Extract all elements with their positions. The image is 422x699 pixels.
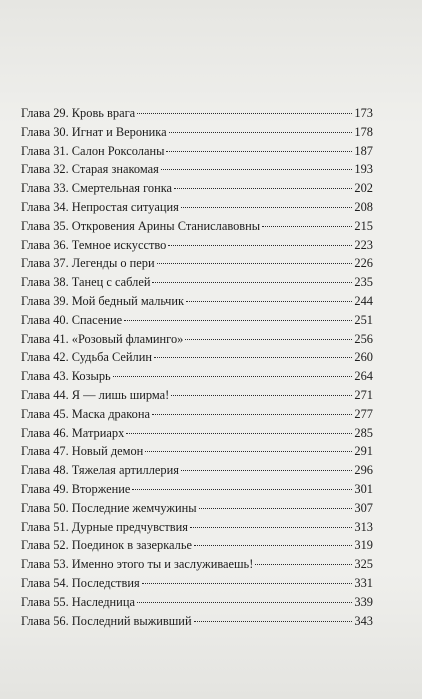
dot-leader	[137, 113, 352, 114]
toc-entry	[21, 424, 373, 443]
toc-entry	[21, 160, 373, 179]
page-number: 251	[354, 312, 373, 327]
toc-entry	[21, 555, 373, 574]
dot-leader	[157, 263, 353, 264]
chapter-title: Глава 32. Старая знакомая	[21, 162, 159, 177]
chapter-title: Глава 42. Судьба Сейлин	[21, 350, 153, 365]
chapter-title: Глава 29. Кровь врага	[21, 106, 136, 120]
dot-leader	[174, 188, 352, 189]
dot-leader	[194, 621, 353, 622]
page-number: 301	[354, 481, 373, 496]
page-number: 256	[354, 331, 373, 346]
toc-entry	[21, 612, 373, 631]
toc-entry	[21, 593, 373, 612]
chapter-title: Глава 53. Именно этого ты и заслуживаешь!	[21, 557, 254, 572]
dot-leader	[145, 451, 352, 452]
toc-entry	[21, 518, 373, 537]
dot-leader	[199, 508, 353, 509]
page-number: 291	[354, 444, 373, 459]
toc-entry	[21, 461, 373, 480]
chapter-title: Глава 49. Вторжение	[21, 481, 131, 496]
dot-leader	[126, 433, 352, 434]
toc-entry	[21, 442, 373, 461]
dot-leader	[190, 527, 352, 528]
toc-entry	[21, 254, 373, 273]
dot-leader	[152, 414, 352, 415]
chapter-title: Глава 45. Маска дракона	[21, 406, 150, 421]
toc-entry	[21, 311, 373, 330]
toc-entry	[21, 292, 373, 311]
chapter-title: Глава 44. Я — лишь ширма!	[21, 387, 170, 402]
chapter-title: Глава 33. Смертельная гонка	[21, 181, 173, 196]
dot-leader	[113, 376, 353, 377]
chapter-title: Глава 43. Козырь	[21, 369, 111, 384]
page-number: 187	[354, 143, 373, 158]
page-number: 319	[354, 538, 373, 553]
toc-entry	[21, 236, 373, 255]
dot-leader	[171, 395, 352, 396]
toc-entry	[21, 499, 373, 518]
page-number: 202	[354, 181, 373, 196]
page-number: 285	[354, 425, 373, 440]
dot-leader	[142, 583, 353, 584]
dot-leader	[161, 169, 353, 170]
page-number: 244	[354, 293, 373, 308]
page-number: 339	[354, 594, 373, 609]
dot-leader	[262, 226, 352, 227]
page-number: 226	[354, 256, 373, 271]
dot-leader	[255, 564, 352, 565]
chapter-title: Глава 38. Танец с саблей	[21, 275, 151, 290]
chapter-title: Глава 52. Поединок в зазеркалье	[21, 538, 192, 553]
page-number: 173	[354, 106, 373, 120]
page-number: 343	[354, 613, 373, 628]
dot-leader	[152, 282, 352, 283]
page-number: 313	[354, 519, 373, 534]
toc-entry	[21, 386, 373, 405]
toc-entry	[21, 273, 373, 292]
dot-leader	[137, 602, 352, 603]
page-number: 296	[354, 463, 373, 478]
chapter-title: Глава 40. Спасение	[21, 312, 123, 327]
dot-leader	[181, 470, 352, 471]
toc-entry	[21, 142, 373, 161]
table-of-contents	[21, 104, 373, 630]
page-number: 193	[354, 162, 373, 177]
page-number: 178	[354, 124, 373, 139]
dot-leader	[124, 320, 352, 321]
dot-leader	[185, 339, 352, 340]
dot-leader	[186, 301, 352, 302]
page-number: 235	[354, 275, 373, 290]
bleed-through-shadow	[110, 56, 310, 96]
dot-leader	[168, 245, 352, 246]
toc-entry	[21, 367, 373, 386]
toc-entry	[21, 217, 373, 236]
toc-entry	[21, 574, 373, 593]
chapter-title: Глава 31. Салон Роксоланы	[21, 143, 165, 158]
toc-entry	[21, 179, 373, 198]
page-number: 260	[354, 350, 373, 365]
chapter-title: Глава 30. Игнат и Вероника	[21, 124, 167, 139]
dot-leader	[181, 207, 353, 208]
chapter-title: Глава 51. Дурные предчувствия	[21, 519, 188, 534]
dot-leader	[166, 151, 352, 152]
chapter-title: Глава 34. Непростая ситуация	[21, 199, 179, 214]
toc-entry	[21, 480, 373, 499]
chapter-title: Глава 50. Последние жемчужины	[21, 500, 197, 515]
page-number: 271	[354, 387, 373, 402]
chapter-title: Глава 37. Легенды о пери	[21, 256, 155, 271]
page-number: 331	[354, 575, 373, 590]
chapter-title: Глава 39. Мой бедный мальчик	[21, 293, 185, 308]
toc-entry	[21, 348, 373, 367]
chapter-title: Глава 56. Последний выживший	[21, 613, 192, 628]
toc-entry	[21, 104, 373, 123]
page-number: 307	[354, 500, 373, 515]
dot-leader	[169, 132, 353, 133]
page-number: 277	[354, 406, 373, 421]
page-number: 223	[354, 237, 373, 252]
dot-leader	[194, 545, 352, 546]
toc-entry	[21, 330, 373, 349]
page-number: 264	[354, 369, 373, 384]
dot-leader	[132, 489, 352, 490]
chapter-title: Глава 36. Темное искусство	[21, 237, 167, 252]
chapter-title: Глава 35. Откровения Арины Станиславовны	[21, 218, 261, 233]
toc-entry	[21, 536, 373, 555]
chapter-title: Глава 41. «Розовый фламинго»	[21, 331, 184, 346]
toc-entry	[21, 405, 373, 424]
chapter-title: Глава 54. Последствия	[21, 575, 140, 590]
page-number: 208	[354, 199, 373, 214]
chapter-title: Глава 47. Новый демон	[21, 444, 144, 459]
page-number: 215	[354, 218, 373, 233]
chapter-title: Глава 48. Тяжелая артиллерия	[21, 463, 179, 478]
toc-entry	[21, 198, 373, 217]
chapter-title: Глава 46. Матриарх	[21, 425, 125, 440]
dot-leader	[154, 357, 352, 358]
toc-entry	[21, 123, 373, 142]
chapter-title: Глава 55. Наследница	[21, 594, 135, 609]
page-number: 325	[354, 557, 373, 572]
